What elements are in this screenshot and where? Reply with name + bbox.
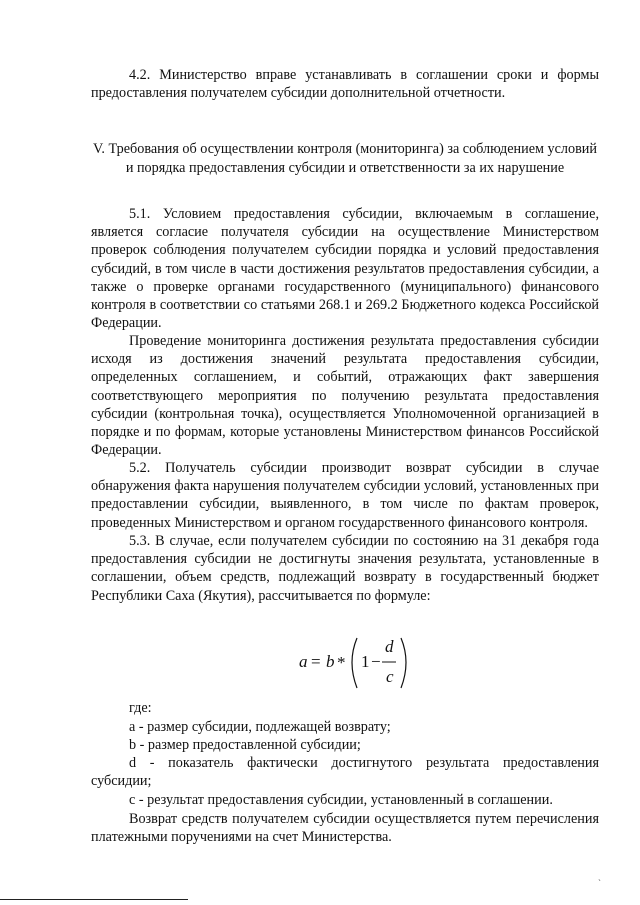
left-paren	[352, 638, 357, 688]
formula-denominator: c	[386, 667, 394, 686]
where-label: где:	[129, 700, 152, 716]
formula-one: 1	[361, 652, 370, 671]
paragraph-return: Возврат средств получателем субсидии осуществляется путем перечисления платежными поручениями на счет Министерства.	[91, 811, 599, 846]
footnote-separator	[0, 899, 188, 900]
paragraph-monitoring: Проведение мониторинга достижения результата предоставления субсидии исходя из достижения значений результата предоставления субсидии, определенных соглашением, и событий, отражающих факт завершения соответствующего мероприятия по получению результата предоставления субсидии (контрольная точка), осуществляется Уполномоченной организацией в порядке и по формам, которые установлены Министерством финансов Российской Федерации.	[91, 333, 599, 459]
formula-equals: =	[311, 652, 321, 671]
formula-b: b	[326, 652, 335, 671]
section-v-heading: V. Требования об осуществлении контроля (мониторинга) за соблюдением условий и порядка предоставления субсидии и ответственности за их нарушение	[93, 141, 597, 176]
formula-svg	[295, 632, 415, 692]
definition-d: d - показатель фактически достигнутого результата предоставления субсидии;	[91, 755, 599, 790]
formula-multiply: *	[337, 653, 346, 672]
definition-c: с - результат предоставления субсидии, установленный в соглашении.	[129, 792, 553, 808]
formula-minus: −	[371, 652, 381, 671]
paragraph-5-1: 5.1. Условием предоставления субсидии, включаемым в соглашение, является согласие получателя субсидии на осуществление Министерством проверок соблюдения получателем субсидии порядка и условий предоставления субсидий, в том числе в части достижения результатов предоставления субсидии, а также о проверке органами государственного (муниципального) финансового контроля в соответствии со статьями 268.1 и 269.2 Бюджетного кодекса Российской Федерации.	[91, 206, 599, 332]
formula-a: a	[299, 652, 308, 671]
corner-mark: `	[598, 878, 601, 888]
paragraph-5-2: 5.2. Получатель субсидии производит возврат субсидии в случае обнаружения факта нарушения получателем субсидии условий, установленных при предоставлении субсидии, выявленного, в том числе по фактам проверок, проведенных Министерством и органом государственного финансового контроля.	[91, 460, 599, 531]
definition-a: а - размер субсидии, подлежащей возврату;	[129, 719, 391, 735]
definition-b: b - размер предоставленной субсидии;	[129, 737, 361, 753]
paragraph-5-3: 5.3. В случае, если получателем субсидии по состоянию на 31 декабря года предоставления субсидии не достигнуты значения результата, установленные в соглашении, объем средств, подлежащий возврату в государственный бюджет Республики Саха (Якутия), рассчитывается по формуле:	[91, 533, 599, 604]
formula-numerator: d	[385, 637, 394, 656]
right-paren	[401, 638, 406, 688]
paragraph-4-2: 4.2. Министерство вправе устанавливать в соглашении сроки и формы предоставления получателем субсидии дополнительной отчетности.	[91, 67, 599, 102]
return-formula	[295, 632, 415, 692]
